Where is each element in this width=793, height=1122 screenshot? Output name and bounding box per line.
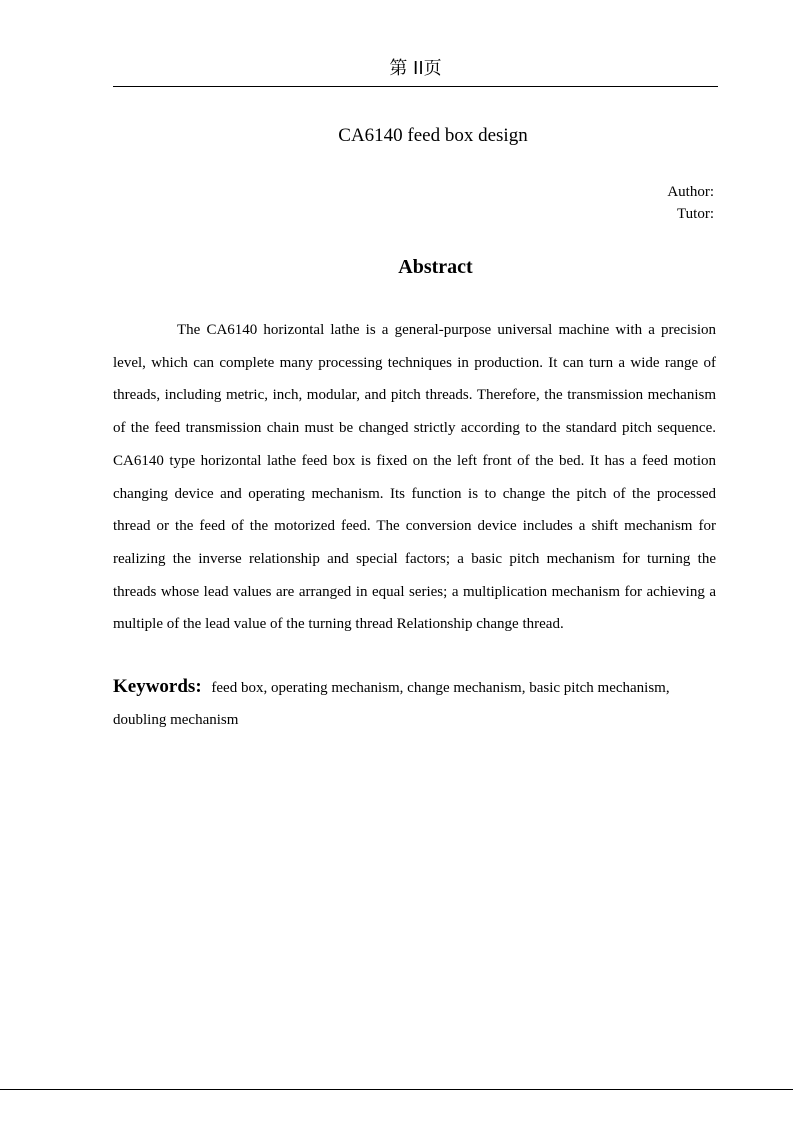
credits xyxy=(667,181,714,225)
tutor-line: Tutor: xyxy=(677,206,714,222)
abstract-heading: Abstract xyxy=(398,256,473,278)
page-number: 第 II页 xyxy=(389,58,442,79)
page-header xyxy=(113,56,718,82)
document-title: CA6140 feed box design xyxy=(338,125,528,146)
footer-rule xyxy=(0,1089,793,1090)
abstract-body: The CA6140 horizontal lathe is a general-purpose universal machine with a precision level, which can complete many processing techniques in production. It can turn a wide range of threads, including metric, inch, modular, and pitch threads. Therefore, the transmission mechanism of the feed transmission chain must be changed strictly according to the standard pitch sequence. CA6140 type horizontal lathe feed box is fixed on the left front of the bed. It has a feed motion changing device and operating mechanism. Its function is to change the pitch of the processed thread or the feed of the motorized feed. The conversion device includes a shift mechanism for realizing the inverse relationship and special factors; a basic pitch mechanism for turning the threads whose lead values are arranged in equal series; a multiplication mechanism for achieving a multiple of the lead value of the turning thread Relationship change thread. xyxy=(113,322,716,633)
header-rule xyxy=(113,86,718,87)
keywords-label: Keywords: xyxy=(113,676,202,697)
keywords-text: feed box, operating mechanism, change mechanism, basic pitch mechanism, doubling mechanism xyxy=(113,680,670,728)
keywords-section xyxy=(113,671,716,736)
author-line: Author: xyxy=(667,184,714,200)
